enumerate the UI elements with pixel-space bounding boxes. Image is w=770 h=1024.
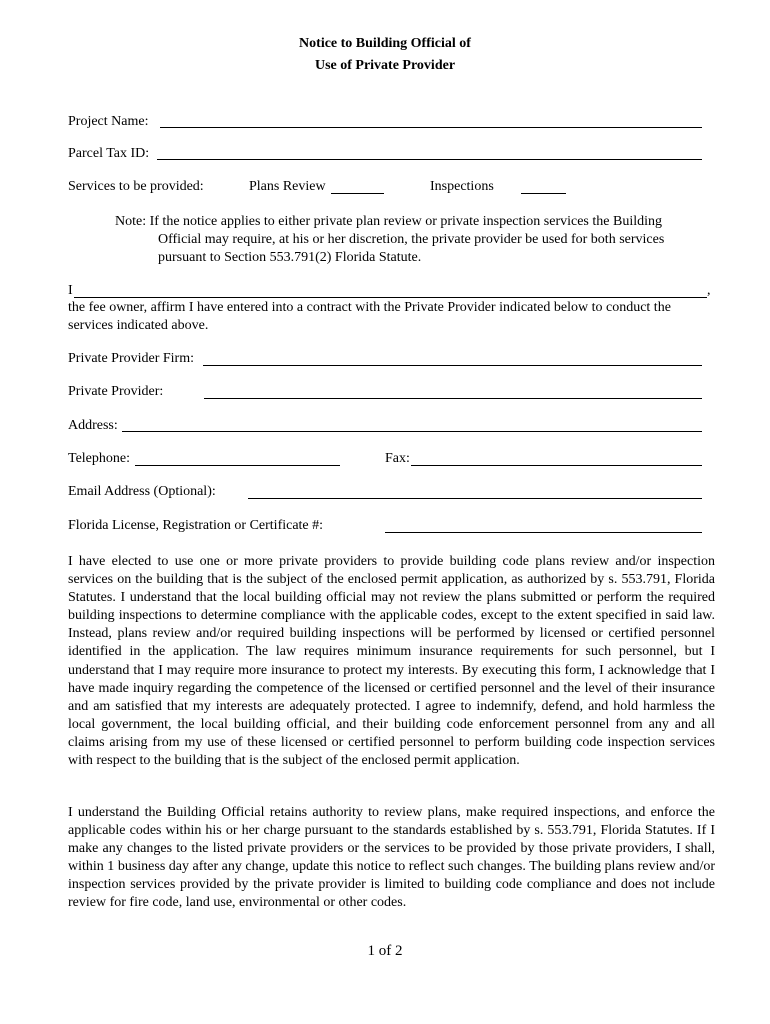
provider-firm-label: Private Provider Firm: [68, 351, 194, 366]
email-field[interactable] [248, 498, 702, 499]
parcel-tax-id-field[interactable] [157, 159, 702, 160]
address-label: Address: [68, 418, 118, 433]
private-provider-label: Private Provider: [68, 384, 164, 399]
provider-firm-field[interactable] [203, 365, 702, 366]
plans-review-label: Plans Review [249, 179, 326, 194]
private-provider-field[interactable] [204, 398, 702, 399]
note-line-2: Official may require, at his or her discretion, the private provider be used for both services [158, 232, 665, 247]
parcel-tax-id-label: Parcel Tax ID: [68, 146, 150, 161]
note-block [115, 213, 715, 267]
body-paragraph-1: I have elected to use one or more private providers to provide building code plans review and/or inspection services on the building that is the subject of the enclosed permit application, as authorized by s. 553.791, Florida Statutes. I understand that the local building official may not review the plans submitted or perform the required building inspections to determine compliance with the applicable codes, except to the extent specified in said law. Instead, plans review and/or required building inspections will be performed by licensed or certified personnel identified in the application. The law requires minimum insurance requirements for such personnel, but I understand that I may require more insurance to protect my interests. By executing this form, I acknowledge that I have made inquiry regarding the competence of the licensed or certified personnel and the level of their insurance and am satisfied that my interests are adequately protected. I agree to indemnify, defend, and hold harmless the local government, the local building official, and their building code enforcement personnel from any and all claims arising from my use of these licensed or certified personnel to perform building code inspection services with respect to the building that is the subject of the enclosed permit application. [68, 554, 715, 769]
affirmation-suffix: , [707, 283, 711, 298]
plans-review-field[interactable] [331, 193, 384, 194]
services-label: Services to be provided: [68, 179, 204, 194]
body-paragraph-2: I understand the Building Official retains authority to review plans, make required inspections, and enforce the applicable codes within his or her charge pursuant to the standards established by s. 553.791, Florida Statutes. If I make any changes to the listed private providers or the services to be provided by those private providers, I shall, within 1 business day after any change, update this notice to reflect such changes. The building plans review and/or inspection services provided by the private provider is limited to building code compliance and does not include review for fire code, land use, environmental or other codes. [68, 805, 715, 911]
affirmation-prefix: I [68, 283, 73, 298]
license-label: Florida License, Registration or Certificate #: [68, 518, 324, 533]
telephone-field[interactable] [135, 465, 340, 466]
document-title-line-2: Use of Private Provider [314, 58, 456, 73]
fax-field[interactable] [411, 465, 702, 466]
email-label: Email Address (Optional): [68, 484, 216, 499]
owner-name-field[interactable] [74, 297, 707, 298]
inspections-field[interactable] [521, 193, 566, 194]
note-line-3: pursuant to Section 553.791(2) Florida Statute. [158, 250, 422, 265]
affirmation-line-2: the fee owner, affirm I have entered into a contract with the Private Provider indicated below to conduct the [68, 300, 671, 315]
project-name-field[interactable] [160, 127, 702, 128]
license-field[interactable] [385, 532, 702, 533]
project-name-label: Project Name: [68, 114, 149, 129]
telephone-label: Telephone: [68, 451, 130, 466]
affirmation-line-3: services indicated above. [68, 318, 209, 333]
fax-label: Fax: [385, 451, 410, 466]
page-number: 1 of 2 [367, 943, 403, 959]
document-title-line-1: Notice to Building Official of [299, 36, 471, 51]
note-line-1: Note: If the notice applies to either private plan review or private inspection services the Building [115, 214, 662, 229]
address-field[interactable] [122, 431, 702, 432]
inspections-label: Inspections [430, 179, 494, 194]
